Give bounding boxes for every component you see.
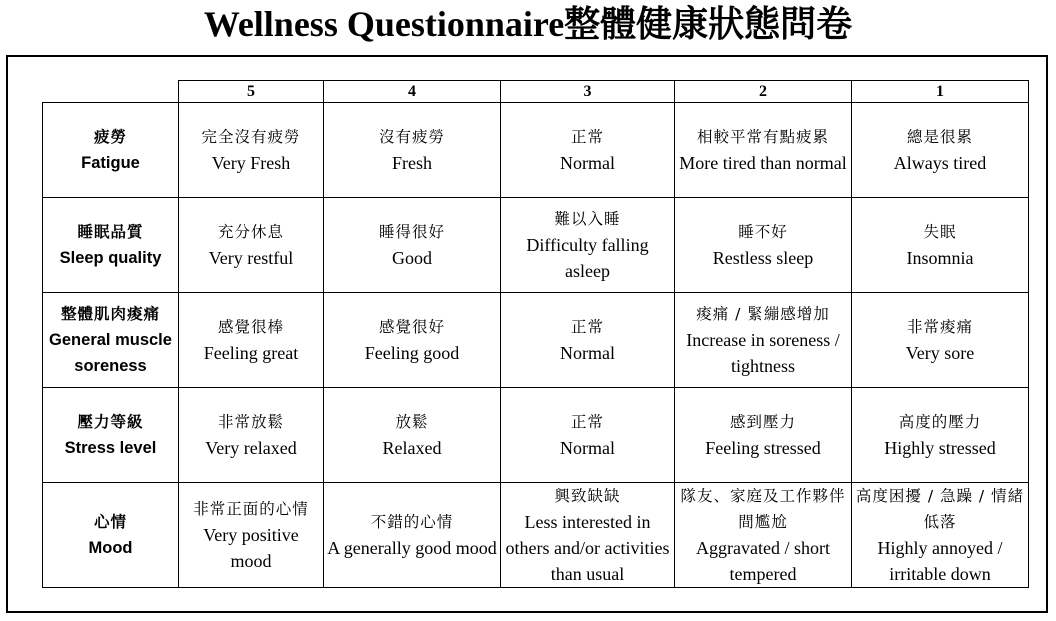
rating-text-en: A generally good mood (327, 538, 497, 558)
rating-text-en: More tired than normal (679, 153, 847, 173)
rating-text-en: Normal (560, 343, 615, 363)
row-label (43, 483, 179, 588)
rating-cell (501, 483, 675, 588)
row-label-zh: 整體肌肉痠痛 (60, 305, 160, 323)
rating-text-zh: 正常 (570, 128, 604, 146)
rating-text-en: Always tired (893, 153, 987, 173)
rating-cell (675, 388, 852, 483)
row-label (43, 388, 179, 483)
rating-text-en: Less interested in others and/or activities than usual (505, 512, 670, 584)
rating-cell (324, 293, 501, 388)
table-row (43, 103, 1029, 198)
row-label (43, 103, 179, 198)
rating-text-zh: 睡得很好 (378, 223, 445, 241)
rating-text-zh: 感覺很好 (378, 318, 445, 336)
score-header: 2 (675, 81, 852, 103)
rating-cell (324, 388, 501, 483)
rating-cell (675, 293, 852, 388)
rating-cell (852, 293, 1029, 388)
rating-text-en: Fresh (392, 153, 432, 173)
rating-cell (501, 103, 675, 198)
rating-text-zh: 失眠 (923, 223, 957, 241)
rating-text-en: Very sore (905, 343, 975, 363)
rating-text-en: Difficulty falling asleep (526, 235, 649, 281)
rating-cell (501, 293, 675, 388)
row-label-zh: 疲勞 (93, 128, 127, 146)
rating-text-zh: 非常正面的心情 (193, 500, 309, 518)
rating-text-en: Feeling stressed (705, 438, 821, 458)
rating-text-zh: 相較平常有點疲累 (696, 128, 829, 146)
row-label-zh: 壓力等級 (77, 413, 144, 431)
rating-text-zh: 正常 (570, 318, 604, 336)
rating-text-zh: 感覺很棒 (217, 318, 284, 336)
rating-cell (852, 198, 1029, 293)
row-label-zh: 心情 (93, 513, 127, 531)
rating-cell (179, 388, 324, 483)
rating-text-en: Relaxed (382, 438, 442, 458)
rating-cell (852, 103, 1029, 198)
rating-text-zh: 正常 (570, 413, 604, 431)
row-label-en: Fatigue (81, 154, 140, 172)
row-label-en: General muscle soreness (49, 331, 172, 375)
questionnaire-table (42, 80, 1029, 588)
score-header: 3 (501, 81, 675, 103)
rating-text-zh: 興致缺缺 (554, 487, 621, 505)
rating-text-en: Increase in soreness / tightness (686, 330, 840, 376)
rating-cell (501, 198, 675, 293)
rating-cell (179, 103, 324, 198)
rating-text-en: Feeling good (364, 343, 460, 363)
rating-text-en: Highly stressed (884, 438, 996, 458)
table-row (43, 198, 1029, 293)
rating-cell (179, 198, 324, 293)
rating-text-zh: 高度的壓力 (898, 413, 982, 431)
rating-text-en: Normal (560, 153, 615, 173)
rating-text-en: Highly annoyed / irritable down (877, 538, 1003, 584)
row-label-en: Mood (88, 539, 133, 557)
rating-text-zh: 放鬆 (395, 413, 429, 431)
table-row (43, 388, 1029, 483)
rating-cell (852, 483, 1029, 588)
rating-text-en: Insomnia (906, 248, 974, 268)
rating-cell (324, 483, 501, 588)
page-title: Wellness Questionnaire整體健康狀態問卷 (203, 4, 853, 44)
rating-text-zh: 睡不好 (738, 223, 788, 241)
rating-cell (324, 198, 501, 293)
rating-text-en: Very Fresh (211, 153, 291, 173)
rating-text-zh: 非常放鬆 (217, 413, 284, 431)
score-header: 4 (324, 81, 501, 103)
rating-text-en: Good (392, 248, 432, 268)
rating-text-en: Very restful (208, 248, 294, 268)
rating-text-zh: 總是很累 (906, 128, 973, 146)
rating-text-zh: 痠痛 / 緊繃感增加 (696, 305, 830, 323)
header-corner (43, 81, 179, 103)
rating-text-zh: 沒有疲勞 (378, 128, 445, 146)
rating-text-en: Restless sleep (712, 248, 814, 268)
row-label (43, 293, 179, 388)
score-header-row (43, 81, 1029, 103)
rating-cell (324, 103, 501, 198)
rating-text-zh: 難以入睡 (554, 210, 621, 228)
score-header: 5 (179, 81, 324, 103)
row-label-zh: 睡眠品質 (77, 223, 144, 241)
rating-text-en: Feeling great (203, 343, 299, 363)
rating-cell (179, 293, 324, 388)
row-label-en: Sleep quality (59, 249, 162, 267)
rating-text-zh: 高度困擾 / 急躁 / 情緒低落 (855, 487, 1025, 531)
rating-text-zh: 隊友、家庭及工作夥伴間尷尬 (680, 487, 846, 531)
rating-text-zh: 不錯的心情 (370, 513, 454, 531)
rating-text-en: Normal (560, 438, 615, 458)
rating-cell (675, 483, 852, 588)
table-row (43, 483, 1029, 588)
rating-text-zh: 非常痠痛 (906, 318, 973, 336)
rating-cell (675, 103, 852, 198)
rating-cell (179, 483, 324, 588)
rating-text-en: Very positive mood (203, 525, 299, 571)
rating-text-zh: 完全沒有疲勞 (201, 128, 301, 146)
rating-cell (501, 388, 675, 483)
rating-text-en: Aggravated / short tempered (696, 538, 830, 584)
row-label-en: Stress level (64, 439, 157, 457)
row-label (43, 198, 179, 293)
rating-text-zh: 充分休息 (217, 223, 284, 241)
rating-text-en: Very relaxed (205, 438, 297, 458)
rating-cell (852, 388, 1029, 483)
table-row (43, 293, 1029, 388)
score-header: 1 (852, 81, 1029, 103)
rating-cell (675, 198, 852, 293)
rating-text-zh: 感到壓力 (729, 413, 796, 431)
